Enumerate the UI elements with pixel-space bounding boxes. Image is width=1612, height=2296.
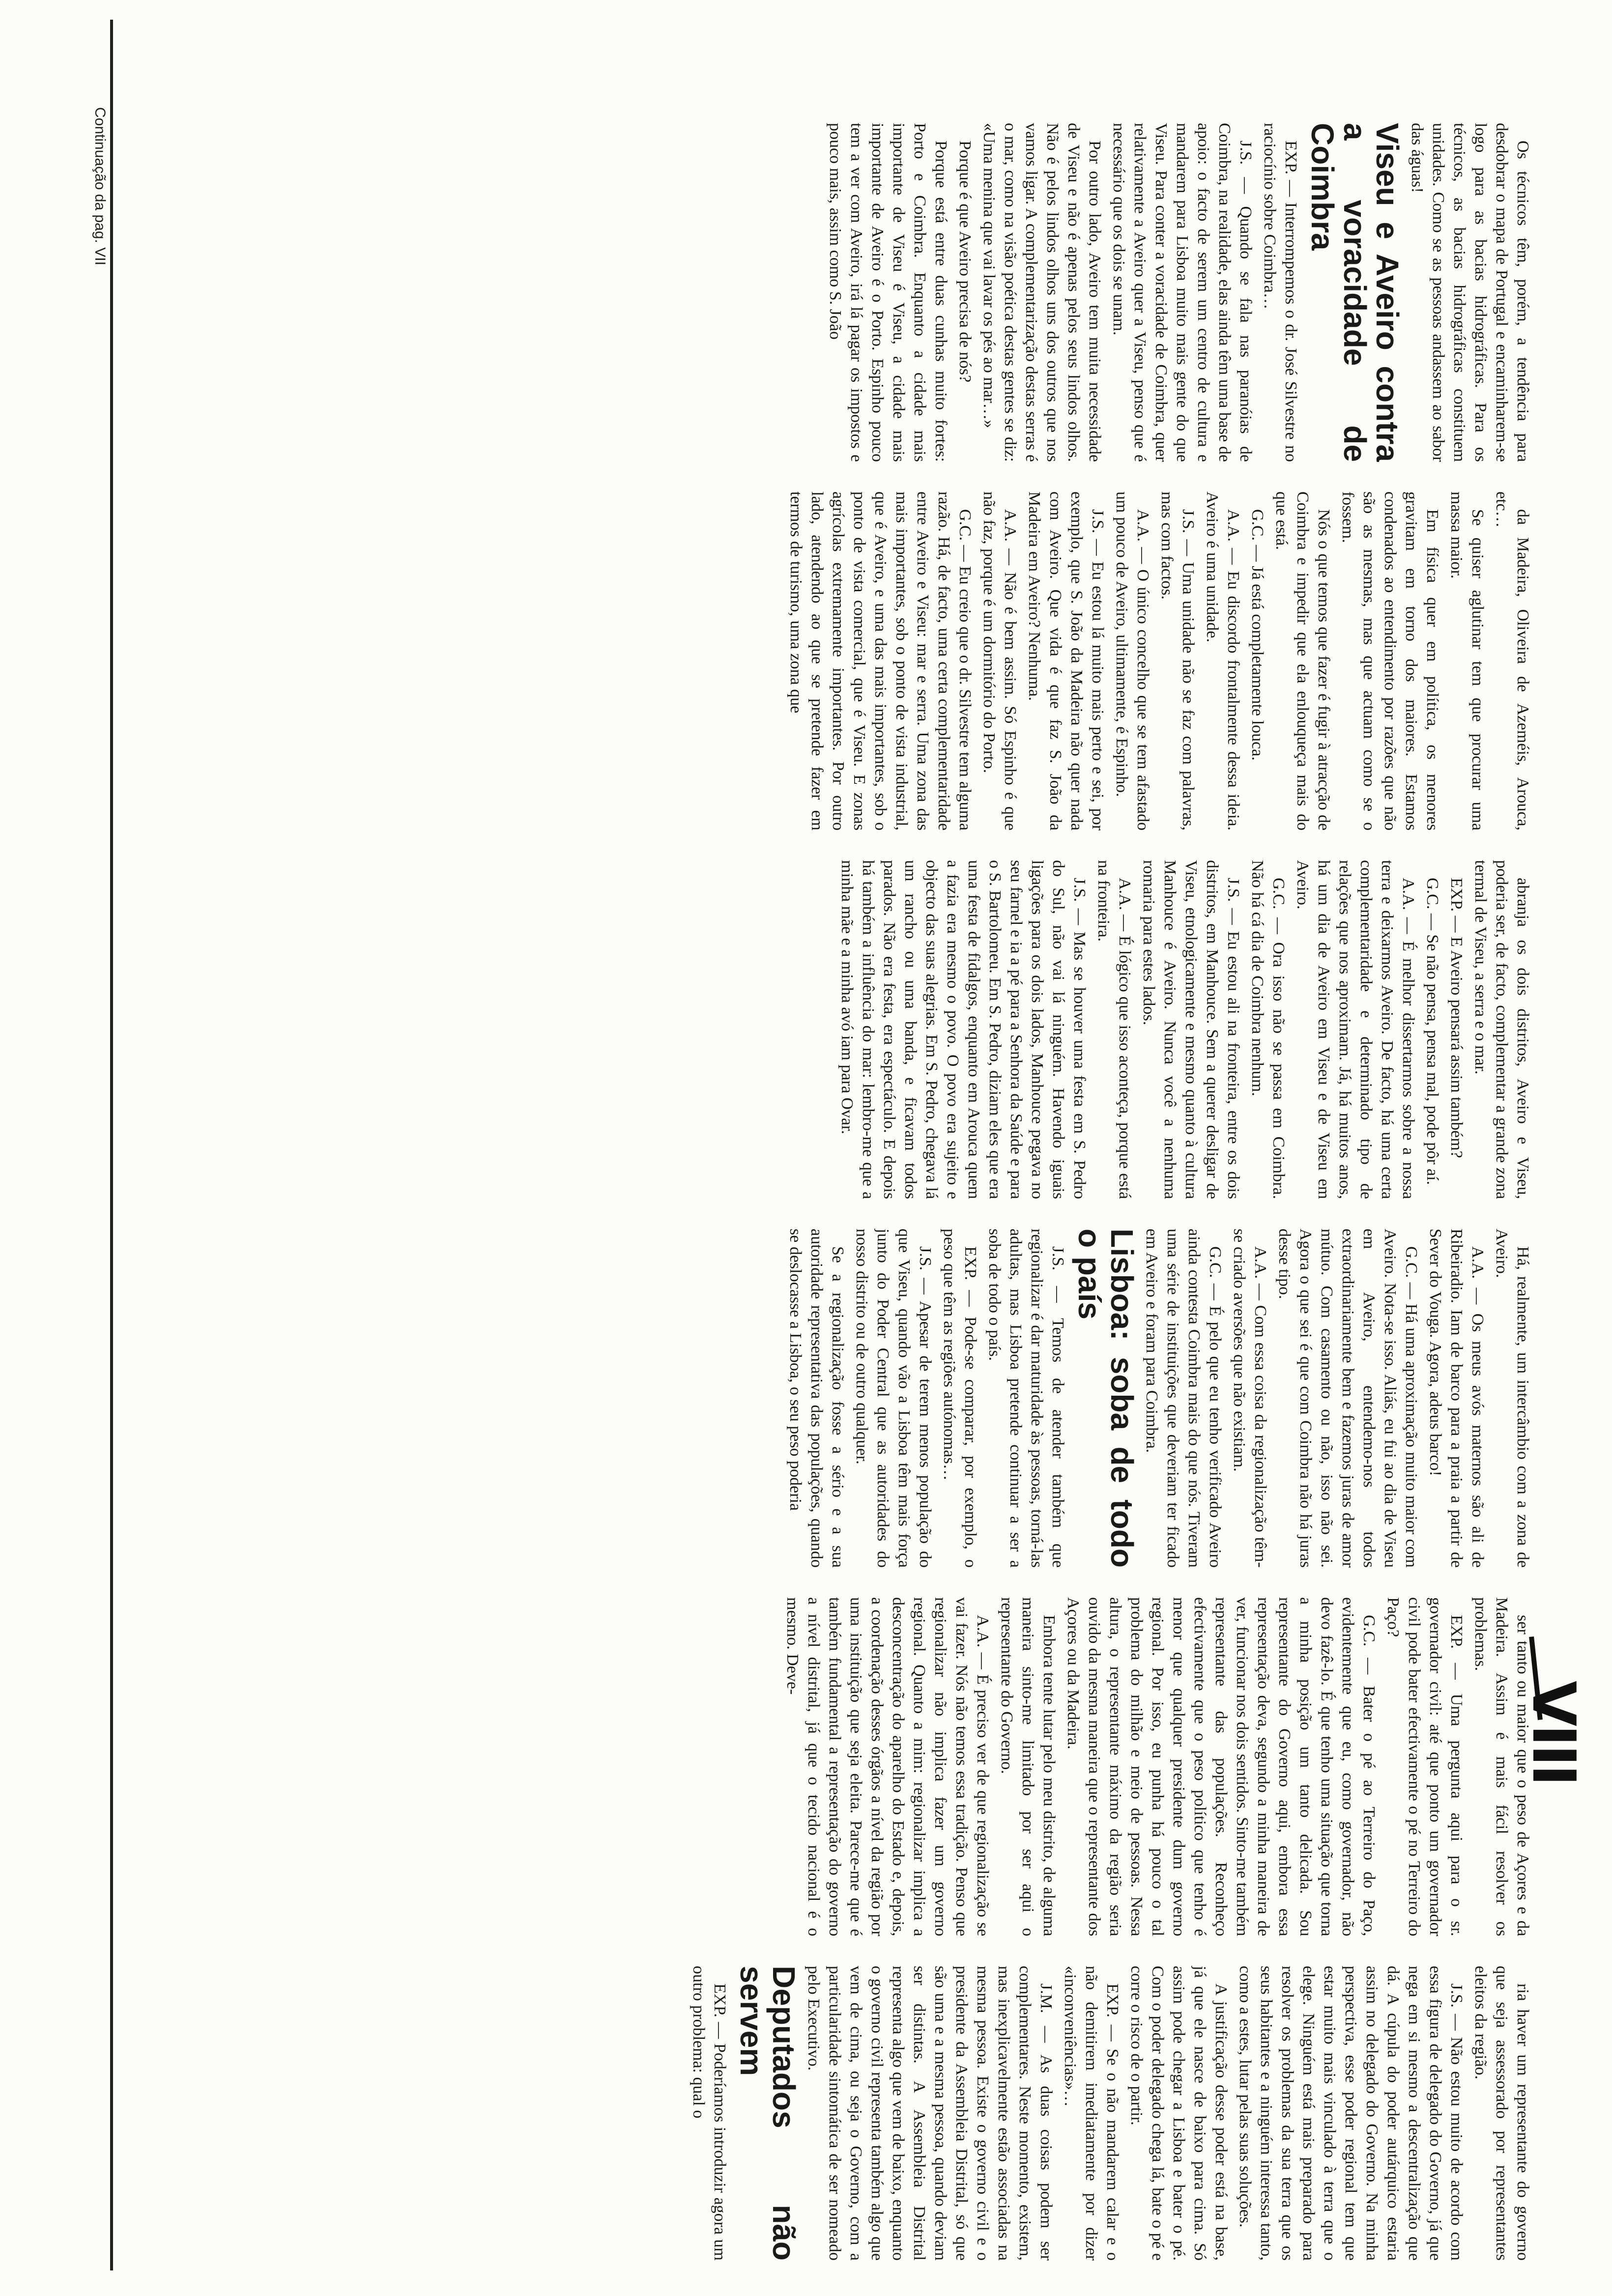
article-paragraph: G.C. — Bater o pé ao Terreiro do Paço, evidentemente que eu, como governador, não devo fazê-lo. É que tenho uma situação que torna a minha posição um tanto delicada. Sou representante do Governo aqui, embora essa representação deva, segundo a minha maneira de ver, funcionar nos dois sentidos. Sinto-me também representante das populações. Reconheço efectivamente que o peso político que tenho é menor que qualquer presidente dum governo regional. Por isso, eu punha há pouco o tal problema do milhão e meio de pessoas. Nessa altura, o representante máximo da região seria ouvido da mesma maneira que o representante dos Açores ou da Madeira. — [1064, 1597, 1378, 1936]
text-column-4 — [128, 1229, 1533, 1568]
article-paragraph: J.S. — Mas se houver uma festa em S. Pedro do Sul, não vai lá ninguém. Havendo iguais ligações para os dois lados, Manhouce pegava no seu farnel e ia a pé para a Senhora da Saúde e para o S. Bartolomeu. Em S. Pedro, diziam eles que era uma festa de fidalgos, enquanto em Arouca quem a fazia era mesmo o povo. O povo era sujeito e objecto das suas alegrias. Em S. Pedro, chegava lá um rancho ou uma banda, e ficavam todos parados. Não era festa, era espectáculo. E depois há também a influência do mar: lembro-me que a minha mãe e a minha avó iam para Ovar. — [838, 860, 1089, 1199]
article-paragraph: Porque é que Aveiro precisa de nós? — [956, 141, 974, 383]
article-paragraph: A.A. — Não é bem assim. Só Espinho é que não faz, porque é um dormitório do Porto. — [980, 491, 1019, 831]
article-paragraph: EXP. — Interrompemos o dr. José Silvestre no raciocínio sobre Coimbra… — [1261, 123, 1300, 462]
continued-label: Continuação da pag. VII — [92, 107, 108, 265]
article-paragraph: Se quiser aglutinar tem que procurar uma massa maior. — [1447, 491, 1487, 831]
article-paragraph: Embora tente lutar pelo meu distrito, de alguma maneira sinto-me limitado por ser aqui o representante do Governo. — [998, 1597, 1058, 1936]
article-paragraph: EXP. — E Aveiro pensará assim também? — [1447, 878, 1466, 1158]
article-paragraph: Por outro lado, Aveiro tem muita necessidade de Viseu e não é apenas pelos seus lindos olhos. Não é pelos lindos olhos uns dos outros que nos vamos ligar. A complementarização destas serras é o mar, como na visão poética destas gentes se diz: «Uma menina que vai lavar os pés ao mar…» — [980, 123, 1104, 462]
article-paragraph: G.C. — Já está completamente louca. — [1248, 509, 1267, 761]
article-paragraph: ria haver um representante do governo que seja assessorado por representantes eleitos da região. — [1471, 1966, 1532, 2261]
text-column-5 — [128, 1597, 1533, 1936]
article-paragraph: J.S. — Apesar de terem menos população do que Viseu, quando vão a Lisboa têm mais força junto do Poder Central que as autoridades do nosso distrito ou de outro qualquer. — [853, 1229, 934, 1568]
article-paragraph: J.S. — Eu estou ali na fronteira, entre os dois distritos, em Manhouce. Sem a querer desligar de Viseu, etnologicamente e mesmo quanto à cultura Manhouce é Aveiro. Nunca você a nenhuma romaria para estes lados. — [1140, 860, 1242, 1199]
margin-rule — [110, 20, 113, 2270]
article-paragraph: Se a regionalização fosse a sério e a sua autoridade representativa das populações, quando se deslocasse a Lisboa, o seu peso poderia — [786, 1229, 847, 1568]
article-paragraph: EXP. — Uma pergunta aqui para o sr. governador civil: até que ponto um governador civil pode bater efectivamente o pé no Terreiro do Paço? — [1384, 1597, 1466, 1936]
article-paragraph: J.S. — Uma unidade não se faz com palavras, mas com factos. — [1158, 491, 1197, 831]
article-paragraph: G.C. — É pelo que eu tenho verificado Aveiro ainda contesta Coimbra mais do que nós. Tiveram uma série de instituições que deveriam ter ficado em Aveiro e foram para Coimbra. — [1143, 1229, 1224, 1568]
article-paragraph: ser tanto ou maior que o peso de Açores e da Madeira. Assim é mais fácil resolver os problemas. — [1471, 1597, 1532, 1936]
article-paragraph: Em física quer em política, os menores gravitam em torno dos maiores. Estamos condenados ao entendimento por razões que não são as mesmas, mas que actuam como se o fossem. — [1339, 491, 1441, 831]
handwritten-page-number: VIII — [1519, 1681, 1587, 1784]
article-paragraph: J.M. — As duas coisas podem ser complementares. Neste momento, existem, mas inexplicavelmente estão associadas na mesma pessoa. Existe o governo civil e o presidente da Assembleia Distrital, só que são uma e a mesma pessoa, quando deviam ser distintas. A Assembleia Distrital representa algo que vem de baixo, enquanto o governo civil representa também algo que vem de cima, ou seja o Governo, com a particularidade sintomática de ser nomeado pelo Executivo. — [805, 1966, 1055, 2261]
text-column-2 — [128, 491, 1533, 831]
article-paragraph: Há, realmente, um intercâmbio com a zona de Aveiro. — [1493, 1229, 1532, 1568]
article-paragraph: J.S. — Não estou muito de acordo com essa figura de delegado do Governo, já que nega em si mesmo a descentralização que dá. A cúpula do poder autárquico estaria assim no delegado do Governo. Na minha perspectiva, esse poder regional tem que estar muito mais vinculado à terra que o elege. Ninguém está mais preparado para resolver os problemas da sua terra que os seus habitantes e a ninguém interessa tanto, como a estes, lutar pelas suas soluções. — [1236, 1966, 1466, 2261]
article-paragraph: EXP. — Se o não mandarem calar e o não demitirem imediatamente por dizer «inconveniências»… — [1061, 1966, 1122, 2261]
article-paragraph: EXP. — Pode-se comparar, por exemplo, o peso que têm as regiões autónomas… — [940, 1229, 979, 1568]
article-paragraph: J.S. — Eu estou lá muito mais perto e sei, por exemplo, que S. João da Madeira não quer nada com Aveiro. Que vida é que faz S. João da Madeira em Aveiro? Nenhuma. — [1025, 491, 1107, 831]
article-paragraph: A.A. — Eu discordo frontalmente dessa ideia. Aveiro é uma unidade. — [1203, 491, 1242, 831]
text-column-3 — [128, 860, 1533, 1199]
article-paragraph: EXP. — Poderíamos introduzir agora um outro problema: qual o — [690, 1966, 729, 2261]
section-heading: Lisboa: soba de todo o país — [1072, 1229, 1140, 1568]
article-paragraph: Os técnicos têm, porém, a tendência para desdobrar o mapa de Portugal e encaminharem-se logo para as bacias hidrográficas. Para os técnicos, as bacias hidrográficas constituem unidades. Como se as pessoas andassem ao sabor das águas! — [1408, 123, 1532, 462]
text-column-1 — [128, 123, 1533, 462]
article-paragraph: G.C. — Eu creio que o dr. Silvestre tem alguma razão. Há, de facto, uma certa complementaridade entre Aveiro e Viseu: mar e serra. Uma zona das mais importantes, sob o ponto de vista industrial, que é Aveiro, e uma das mais importantes, sob o ponto de vista comercial, que é Viseu. E zonas agrícolas extremamente importantes. Por outro lado, atendendo ao que se pretende fazer em termos de turismo, uma zona que — [787, 491, 974, 831]
article-paragraph: Nós o que temos que fazer é fugir à atracção de Coimbra e impedir que ela enlouqueça mais do que está. — [1272, 491, 1333, 831]
article-paragraph: A justificação desse poder está na base, já que ele nasce de baixo para cima. Só assim pode chegar a Lisboa e bater o pé. Com o poder delegado chega lá, bate o pé e corre o risco de o partir. — [1127, 1966, 1230, 2261]
article-paragraph: A.A. — É lógico que isso aconteça, porque está na fronteira. — [1094, 860, 1134, 1199]
article-paragraph: J.S. — Temos de atender também que regionalizar é dar maturidade às pessoas, torná-las adultas, mas Lisboa pretende continuar a ser a soba de todo o país. — [985, 1229, 1067, 1568]
article-paragraph: A.A. — O único concelho que se tem afastado um pouco de Aveiro, ultimamente, é Espinho. — [1113, 491, 1152, 831]
section-heading: Deputados não servem — [734, 1966, 802, 2261]
article-paragraph: Porque está entre duas cunhas muito fortes: Porto e Coimbra. Enquanto a cidade mais importante de Viseu é Viseu, a cidade mais importante de Aveiro é o Porto. Espinho pouco tem a ver com Aveiro, irá lá pagar os impostos e pouco mais, assim como S. João — [826, 123, 950, 462]
article-paragraph: da Madeira, Oliveira de Azeméis, Arouca, etc… — [1493, 491, 1532, 831]
article-paragraph: G.C. — Há uma aproximação muito maior com Aveiro. Nota-se isso. Aliás, eu fui ao dia de Viseu em Aveiro, entendemo-nos todos extraordinariamente bem e fazemos juras de amor mútuo. Com casamento ou não, isso não sei. Agora o que sei é que com Coimbra não há juras desse tipo. — [1275, 1229, 1420, 1568]
article-paragraph: G.C. — Ora isso não se passa em Coimbra. Não há cá dia de Coimbra nenhum. — [1248, 860, 1288, 1199]
article-paragraph: abranja os dois distritos, Aveiro e Viseu, poderia ser, de facto, complementar a grande zona termal de Viseu, a serra e o mar. — [1471, 860, 1532, 1199]
article-paragraph: A.A. — É melhor dissertarmos sobre a nossa terra e deixarmos Aveiro. De facto, há uma certa complementaridade e determinado tipo de relações que nos aproximam. Já, há muitos anos, há um dia de Aveiro em Viseu e de Viseu em Aveiro. — [1294, 860, 1417, 1199]
article-paragraph: A.A. — Os meus avós maternos são ali de Ribeiradio. Iam de barco para a praia a partir de Sever do Vouga. Agora, adeus barco! — [1426, 1229, 1487, 1568]
article-paragraph: J.S. — Quando se fala nas paranóias de Coimbra, na realidade, elas ainda têm uma base de apoio: o facto de serem um centro de cultura e mandarem para Lisboa muito mais gente do que Viseu. Para conter a voracidade de Coimbra, quer relativamente a Aveiro quer a Viseu, penso que é necessário que os dois se unam. — [1110, 123, 1255, 462]
text-column-6 — [128, 1966, 1533, 2261]
section-heading: Viseu e Aveiro contra a voracidade de Coimbra — [1305, 123, 1405, 462]
article-paragraph: G.C. — Se não pensa, pensa mal, pode pôr aí. — [1423, 878, 1441, 1185]
article-paragraph: A.A. — É preciso ver de que regionalização se vai fazer. Nós não temos essa tradição. Penso que regionalizar não implica fazer um governo regional. Quanto a mim: regionalizar implica a desconcentração do aparelho do Estado e, depois, a coordenação desses órgãos a nível da região por uma instituição que seja eleita. Parece-me que é também fundamental a representação do governo a nível distrital, já que o tecido nacional é o mesmo. Deve- — [783, 1597, 992, 1936]
article-paragraph: A.A. — Com essa coisa da regionalização têm-se criado aversões que não existiam. — [1230, 1229, 1269, 1568]
